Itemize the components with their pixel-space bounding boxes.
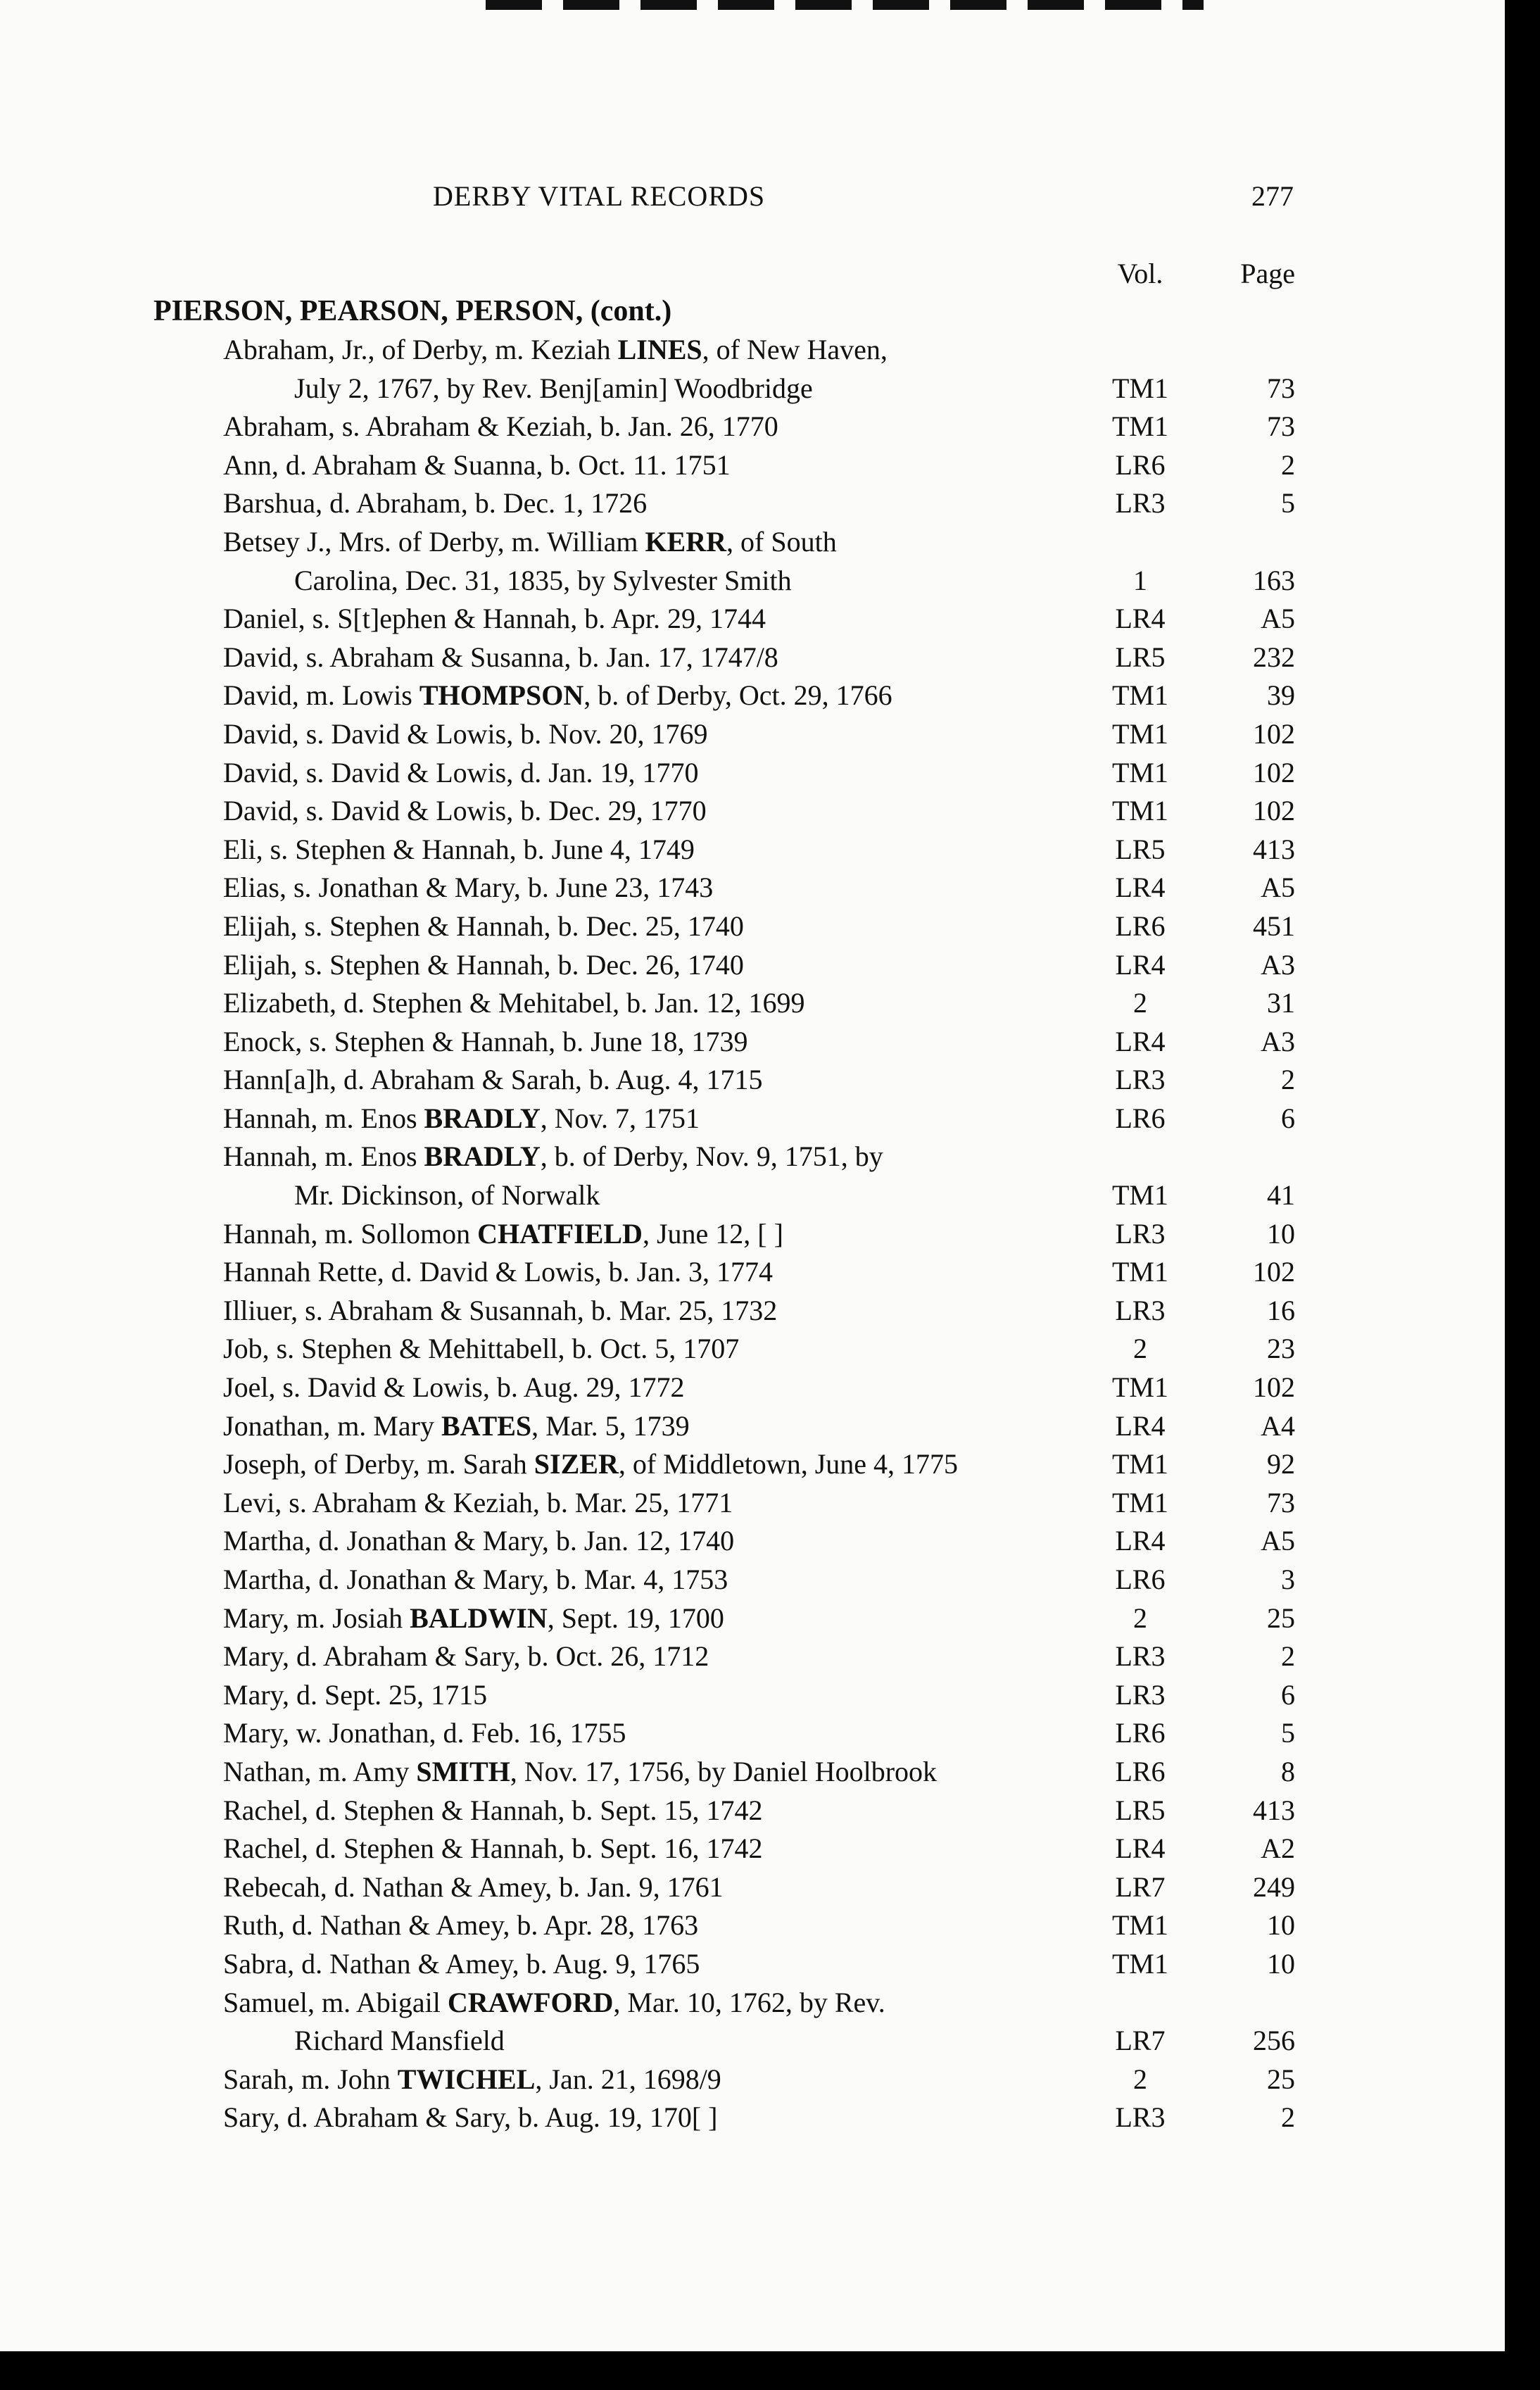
page-number: 277: [1251, 180, 1294, 212]
record-page: 3: [1281, 1564, 1295, 1595]
record-text: Daniel, s. S[t]ephen & Hannah, b. Apr. 29, 1744: [223, 603, 766, 635]
record-page: A4: [1261, 1409, 1295, 1442]
record-text: Sarah, m. John TWICHEL, Jan. 21, 1698/9: [223, 2063, 721, 2095]
record-text: Mary, w. Jonathan, d. Feb. 16, 1755: [223, 1717, 626, 1749]
top-edge-marks: [486, 0, 1204, 10]
record-entry: [0, 677, 1505, 715]
record-text: Mr. Dickinson, of Norwalk: [294, 1179, 600, 1212]
record-entry: [0, 1253, 1505, 1292]
record-line: [0, 715, 1505, 754]
record-volume: 2: [1133, 1602, 1147, 1634]
record-page: 73: [1267, 410, 1295, 443]
record-entry: [0, 1868, 1505, 1907]
record-volume: LR3: [1115, 1064, 1166, 1096]
record-line: [0, 523, 1505, 562]
record-entry: [0, 1100, 1505, 1138]
record-volume: TM1: [1112, 1371, 1168, 1404]
record-line: [0, 2099, 1505, 2137]
record-page: 249: [1253, 1870, 1295, 1903]
record-volume: TM1: [1112, 1256, 1168, 1288]
record-line: [0, 946, 1505, 985]
record-entry: [0, 869, 1505, 907]
record-page: 23: [1267, 1333, 1295, 1365]
record-page: A5: [1261, 603, 1295, 635]
record-page: 10: [1267, 1909, 1295, 1942]
record-text: David, s. David & Lowis, b. Nov. 20, 1769: [223, 717, 708, 750]
record-text: Hannah Rette, d. David & Lowis, b. Jan. 3, 1774: [223, 1256, 773, 1288]
record-line: [0, 1061, 1505, 1100]
record-line: [0, 1100, 1505, 1138]
record-line: [0, 1792, 1505, 1830]
record-entry: [0, 1407, 1505, 1446]
record-page: 73: [1267, 372, 1295, 404]
record-line: [0, 984, 1505, 1023]
record-entry: [0, 946, 1505, 985]
record-line: [0, 600, 1505, 639]
record-entry: [0, 446, 1505, 485]
record-page: 25: [1267, 2063, 1295, 2095]
record-volume: LR7: [1115, 1870, 1166, 1903]
record-line: [0, 754, 1505, 793]
record-text: Elijah, s. Stephen & Hannah, b. Dec. 25, 1740: [223, 910, 744, 942]
record-page: 25: [1267, 1602, 1295, 1634]
record-text: Hann[a]h, d. Abraham & Sarah, b. Aug. 4, 1715: [223, 1064, 763, 1096]
record-line: [0, 1753, 1505, 1792]
record-page: 10: [1267, 1947, 1295, 1980]
record-entry: [0, 792, 1505, 831]
record-volume: LR3: [1115, 1678, 1166, 1711]
record-line: [0, 1176, 1505, 1215]
record-page: 16: [1267, 1294, 1295, 1326]
record-text: Elias, s. Jonathan & Mary, b. June 23, 1743: [223, 872, 714, 904]
record-volume: LR6: [1115, 1564, 1166, 1595]
record-text: Abraham, s. Abraham & Keziah, b. Jan. 26, 1770: [223, 410, 778, 443]
record-volume: TM1: [1112, 756, 1168, 788]
record-volume: LR4: [1115, 1525, 1166, 1557]
record-page: 41: [1267, 1179, 1295, 1212]
record-line: [0, 331, 1505, 370]
record-entry: [0, 1561, 1505, 1599]
record-volume: 2: [1133, 1333, 1147, 1365]
record-line: [0, 1484, 1505, 1523]
record-volume: LR4: [1115, 603, 1166, 635]
record-entry: [0, 408, 1505, 446]
record-page: 2: [1281, 2101, 1295, 2134]
record-volume: TM1: [1112, 1179, 1168, 1212]
record-page: 5: [1281, 487, 1295, 520]
running-title: DERBY VITAL RECORDS: [433, 180, 766, 212]
record-volume: LR3: [1115, 2101, 1166, 2134]
record-entry: [0, 1637, 1505, 1676]
record-line: [0, 1676, 1505, 1715]
record-page: 413: [1253, 833, 1295, 865]
record-line: [0, 1292, 1505, 1331]
record-page: A3: [1261, 948, 1295, 981]
record-text: Abraham, Jr., of Derby, m. Keziah LINES, of New Haven,: [223, 334, 888, 365]
record-page: 6: [1281, 1678, 1295, 1711]
record-text: Samuel, m. Abigail CRAWFORD, Mar. 10, 1762, by Rev.: [223, 1986, 885, 2018]
record-volume: TM1: [1112, 679, 1168, 712]
record-page: A5: [1261, 1525, 1295, 1557]
record-text: Eli, s. Stephen & Hannah, b. June 4, 1749: [223, 833, 695, 865]
record-entry: [0, 484, 1505, 523]
record-text: Ruth, d. Nathan & Amey, b. Apr. 28, 1763: [223, 1909, 699, 1942]
record-line: [0, 1637, 1505, 1676]
record-volume: LR4: [1115, 1409, 1166, 1442]
record-entry: [0, 1906, 1505, 1945]
column-header-vol: Vol.: [1117, 258, 1163, 289]
record-text: David, s. David & Lowis, d. Jan. 19, 1770: [223, 756, 699, 788]
record-page: 8: [1281, 1755, 1295, 1787]
record-volume: 2: [1133, 987, 1147, 1019]
record-list: [0, 331, 1505, 2137]
record-page: 102: [1253, 717, 1295, 750]
record-text: Sabra, d. Nathan & Amey, b. Aug. 9, 1765: [223, 1947, 700, 1980]
record-page: 6: [1281, 1102, 1295, 1134]
record-text: Martha, d. Jonathan & Mary, b. Mar. 4, 1753: [223, 1564, 728, 1595]
record-entry: [0, 754, 1505, 793]
record-volume: LR4: [1115, 1025, 1166, 1057]
record-line: [0, 408, 1505, 446]
record-line: [0, 1253, 1505, 1292]
record-line: [0, 1023, 1505, 1062]
record-volume: TM1: [1112, 1486, 1168, 1518]
record-entry: [0, 1792, 1505, 1830]
record-page: 2: [1281, 1064, 1295, 1096]
record-entry: [0, 1522, 1505, 1561]
record-text: David, m. Lowis THOMPSON, b. of Derby, Oct. 29, 1766: [223, 679, 892, 712]
record-line: [0, 1984, 1505, 2023]
record-entry: [0, 1945, 1505, 1984]
record-page: 102: [1253, 756, 1295, 788]
record-volume: LR4: [1115, 872, 1166, 904]
record-text: Ann, d. Abraham & Suanna, b. Oct. 11. 1751: [223, 448, 731, 481]
record-volume: TM1: [1112, 1448, 1168, 1480]
record-line: [0, 1830, 1505, 1868]
record-page: 102: [1253, 1371, 1295, 1404]
record-line: [0, 1714, 1505, 1753]
record-line: [0, 831, 1505, 869]
record-entry: [0, 1369, 1505, 1407]
record-page: 39: [1267, 679, 1295, 712]
record-volume: 1: [1133, 564, 1147, 596]
record-line: [0, 2022, 1505, 2061]
record-volume: LR5: [1115, 1794, 1166, 1826]
record-volume: LR4: [1115, 948, 1166, 981]
record-entry: [0, 1599, 1505, 1638]
record-entry: [0, 1138, 1505, 1214]
record-page: 232: [1253, 641, 1295, 673]
record-volume: LR6: [1115, 1755, 1166, 1787]
record-entry: [0, 1061, 1505, 1100]
record-text: Hannah, m. Enos BRADLY, b. of Derby, Nov. 9, 1751, by: [223, 1140, 883, 1173]
record-entry: [0, 1215, 1505, 1254]
record-entry: [0, 1023, 1505, 1062]
record-entry: [0, 1330, 1505, 1369]
record-volume: TM1: [1112, 1947, 1168, 1980]
record-volume: TM1: [1112, 1909, 1168, 1942]
page-header: [0, 180, 1505, 222]
record-text: David, s. David & Lowis, b. Dec. 29, 1770: [223, 795, 707, 827]
record-page: 10: [1267, 1217, 1295, 1250]
record-volume: TM1: [1112, 410, 1168, 443]
record-page: 2: [1281, 448, 1295, 481]
column-header-page: Page: [1240, 258, 1295, 289]
record-entry: [0, 2099, 1505, 2137]
record-volume: LR3: [1115, 1294, 1166, 1326]
record-volume: LR6: [1115, 1102, 1166, 1134]
record-volume: LR5: [1115, 833, 1166, 865]
record-volume: LR3: [1115, 487, 1166, 520]
record-text: Mary, d. Sept. 25, 1715: [223, 1678, 488, 1711]
record-page: 163: [1253, 564, 1295, 596]
record-entry: [0, 331, 1505, 408]
record-page: 102: [1253, 1256, 1295, 1288]
record-text: Hannah, m. Enos BRADLY, Nov. 7, 1751: [223, 1102, 700, 1134]
record-page: 102: [1253, 795, 1295, 827]
record-entry: [0, 831, 1505, 869]
record-volume: TM1: [1112, 795, 1168, 827]
record-volume: LR6: [1115, 1717, 1166, 1749]
record-line: [0, 1906, 1505, 1945]
record-text: Martha, d. Jonathan & Mary, b. Jan. 12, 1740: [223, 1525, 735, 1557]
record-line: [0, 1445, 1505, 1484]
record-entry: [0, 907, 1505, 946]
record-entry: [0, 984, 1505, 1023]
record-text: Rebecah, d. Nathan & Amey, b. Jan. 9, 1761: [223, 1870, 724, 1903]
record-entry: [0, 1484, 1505, 1523]
record-text: Carolina, Dec. 31, 1835, by Sylvester Smith: [294, 564, 792, 596]
record-page: 2: [1281, 1640, 1295, 1673]
record-line: [0, 1945, 1505, 1984]
record-line: [0, 446, 1505, 485]
record-page: 31: [1267, 987, 1295, 1019]
record-text: Mary, d. Abraham & Sary, b. Oct. 26, 1712: [223, 1640, 709, 1673]
record-text: Joel, s. David & Lowis, b. Aug. 29, 1772: [223, 1371, 685, 1404]
record-entry: [0, 1984, 1505, 2061]
record-entry: [0, 2061, 1505, 2099]
record-volume: TM1: [1112, 372, 1168, 404]
record-entry: [0, 715, 1505, 754]
record-text: Rachel, d. Stephen & Hannah, b. Sept. 16, 1742: [223, 1832, 763, 1865]
record-line: [0, 639, 1505, 677]
record-entry: [0, 1830, 1505, 1868]
record-volume: LR3: [1115, 1217, 1166, 1250]
record-text: Enock, s. Stephen & Hannah, b. June 18, 1739: [223, 1025, 748, 1057]
record-entry: [0, 523, 1505, 600]
record-text: Barshua, d. Abraham, b. Dec. 1, 1726: [223, 487, 648, 520]
record-text: Elijah, s. Stephen & Hannah, b. Dec. 26, 1740: [223, 948, 744, 981]
record-entry: [0, 600, 1505, 639]
record-text: Richard Mansfield: [294, 2025, 505, 2057]
record-text: Sary, d. Abraham & Sary, b. Aug. 19, 170[ ]: [223, 2101, 718, 2134]
record-volume: LR6: [1115, 910, 1166, 942]
record-text: Job, s. Stephen & Mehittabell, b. Oct. 5, 1707: [223, 1333, 740, 1365]
record-text: Rachel, d. Stephen & Hannah, b. Sept. 15, 1742: [223, 1794, 763, 1826]
record-page: 5: [1281, 1717, 1295, 1749]
record-text: July 2, 1767, by Rev. Benj[amin] Woodbridge: [294, 372, 813, 404]
record-entry: [0, 1714, 1505, 1753]
record-volume: TM1: [1112, 717, 1168, 750]
record-text: Nathan, m. Amy SMITH, Nov. 17, 1756, by Daniel Hoolbrook: [223, 1755, 938, 1787]
record-text: Elizabeth, d. Stephen & Mehitabel, b. Jan. 12, 1699: [223, 987, 805, 1019]
record-line: [0, 1138, 1505, 1176]
record-line: [0, 907, 1505, 946]
record-page: A2: [1261, 1832, 1295, 1865]
record-line: [0, 1407, 1505, 1446]
record-page: A3: [1261, 1025, 1295, 1057]
record-entry: [0, 1676, 1505, 1715]
record-page: 256: [1253, 2025, 1295, 2057]
record-volume: LR3: [1115, 1640, 1166, 1673]
surname-heading: PIERSON, PEARSON, PERSON, (cont.): [153, 295, 672, 327]
record-line: [0, 1868, 1505, 1907]
record-text: Betsey J., Mrs. of Derby, m. William KERR, of South: [223, 525, 837, 558]
record-line: [0, 562, 1505, 600]
record-text: Mary, m. Josiah BALDWIN, Sept. 19, 1700: [223, 1602, 724, 1634]
record-line: [0, 869, 1505, 907]
record-entry: [0, 1292, 1505, 1331]
record-line: [0, 370, 1505, 408]
record-line: [0, 1561, 1505, 1599]
record-line: [0, 1599, 1505, 1638]
record-page: 73: [1267, 1486, 1295, 1518]
record-text: Jonathan, m. Mary BATES, Mar. 5, 1739: [223, 1409, 690, 1442]
record-page: A5: [1261, 872, 1295, 904]
record-line: [0, 1522, 1505, 1561]
record-volume: LR4: [1115, 1832, 1166, 1865]
record-text: David, s. Abraham & Susanna, b. Jan. 17, 1747/8: [223, 641, 778, 673]
record-line: [0, 792, 1505, 831]
record-page: 413: [1253, 1794, 1295, 1826]
record-line: [0, 484, 1505, 523]
record-entry: [0, 1753, 1505, 1792]
record-line: [0, 677, 1505, 715]
record-page: 451: [1253, 910, 1295, 942]
record-line: [0, 1369, 1505, 1407]
record-volume: 2: [1133, 2063, 1147, 2095]
record-text: Hannah, m. Sollomon CHATFIELD, June 12, [ ]: [223, 1217, 783, 1250]
record-line: [0, 2061, 1505, 2099]
record-text: Levi, s. Abraham & Keziah, b. Mar. 25, 1771: [223, 1486, 733, 1518]
record-line: [0, 1215, 1505, 1254]
record-volume: LR6: [1115, 448, 1166, 481]
record-entry: [0, 639, 1505, 677]
record-text: Joseph, of Derby, m. Sarah SIZER, of Middletown, June 4, 1775: [223, 1448, 959, 1480]
record-volume: LR7: [1115, 2025, 1166, 2057]
record-text: Illiuer, s. Abraham & Susannah, b. Mar. 25, 1732: [223, 1294, 778, 1326]
record-entry: [0, 1445, 1505, 1484]
record-page: 92: [1267, 1448, 1295, 1480]
record-line: [0, 1330, 1505, 1369]
record-volume: LR5: [1115, 641, 1166, 673]
